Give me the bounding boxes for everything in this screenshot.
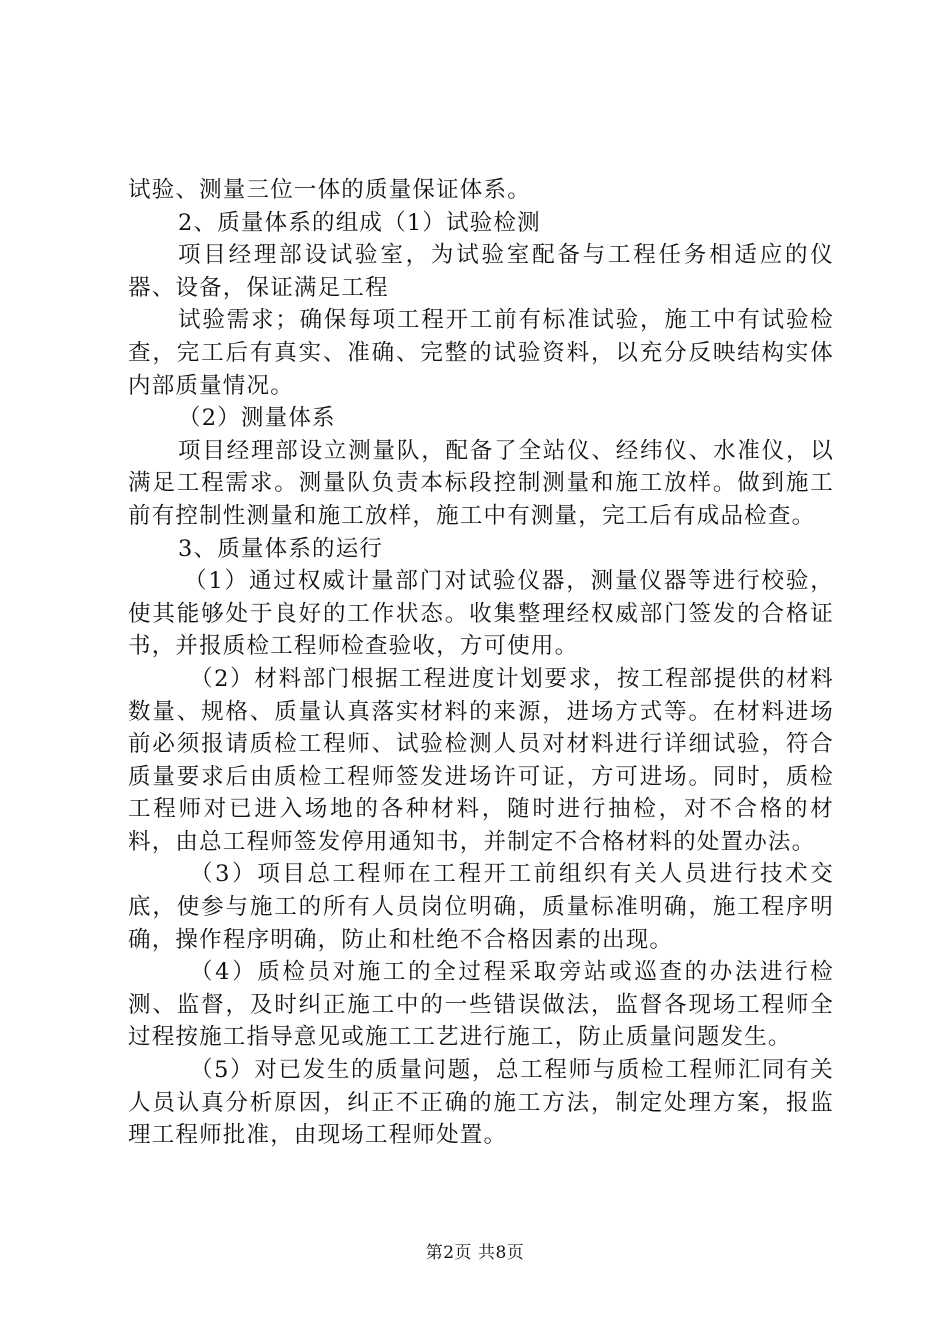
document-body	[128, 174, 834, 1152]
paragraph-intro-tail: 试验、测量三位一体的质量保证体系。	[128, 177, 531, 203]
paragraph-test-requirements: 试验需求；确保每项工程开工前有标准试验，施工中有试验检查，完工后有真实、准确、完整的试验资料，以充分反映结构实体内部质量情况。	[128, 307, 834, 399]
heading-measurement-system: （2）测量体系	[178, 405, 336, 432]
paragraph-operation-3: （3）项目总工程师在工程开工前组织有关人员进行技术交底，使参与施工的所有人员岗位明确，质量标准明确，施工程序明确，操作程序明确，防止和杜绝不合格因素的出现。	[128, 861, 834, 953]
paragraph-survey-team: 项目经理部设立测量队，配备了全站仪、经纬仪、水准仪，以满足工程需求。测量队负责本标段控制测量和施工放样。做到施工前有控制性测量和施工放样，施工中有测量，完工后有成品检查。	[128, 437, 834, 529]
paragraph-test-lab: 项目经理部设试验室，为试验室配备与工程任务相适应的仪器、设备，保证满足工程	[128, 242, 834, 301]
heading-system-operation: 3、质量体系的运行	[178, 535, 384, 562]
paragraph-operation-5: （5）对已发生的质量问题，总工程师与质检工程师汇同有关人员认真分析原因，纠正不正确的施工方法，制定处理方案，报监理工程师批准，由现场工程师处置。	[128, 1057, 834, 1149]
paragraph-operation-2: （2）材料部门根据工程进度计划要求，按工程部提供的材料数量、规格、质量认真落实材料的来源，进场方式等。在材料进场前必须报请质检工程师、试验检测人员对材料进行详细试验，符合质量要求后由质检工程师签发进场许可证，方可进场。同时，质检工程师对已进入场地的各种材料，随时进行抽检，对不合格的材料，由总工程师签发停用通知书，并制定不合格材料的处置办法。	[128, 665, 834, 855]
heading-system-composition: 2、质量体系的组成（1）试验检测	[178, 209, 541, 236]
page-number: 第2页 共8页	[425, 1243, 525, 1263]
paragraph-operation-4: （4）质检员对施工的全过程采取旁站或巡查的办法进行检测、监督，及时纠正施工中的一些错误做法，监督各现场工程师全过程按施工指导意见或施工工艺进行施工，防止质量问题发生。	[128, 959, 834, 1051]
paragraph-operation-1: （1）通过权威计量部门对试验仪器，测量仪器等进行校验，使其能够处于良好的工作状态。收集整理经权威部门签发的合格证书，并报质检工程师检查验收，方可使用。	[128, 568, 834, 660]
